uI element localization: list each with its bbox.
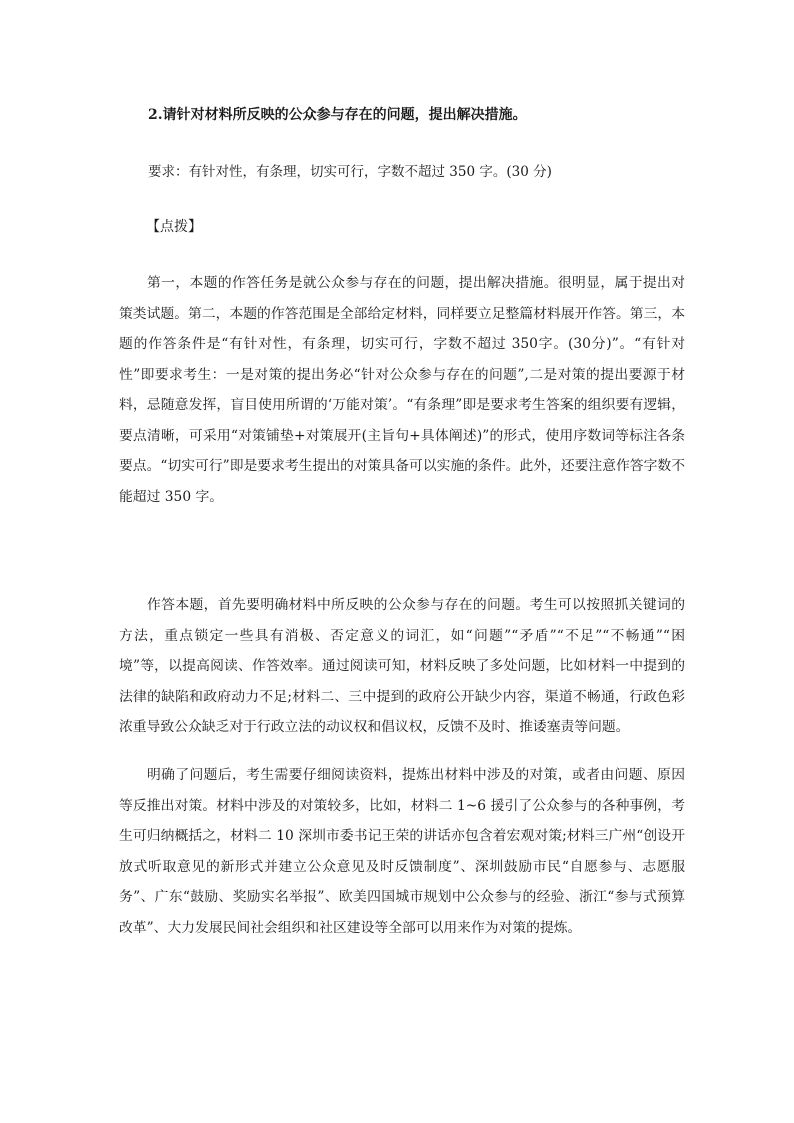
requirement-text: 要求：有针对性，有条理，切实可行，字数不超过 350 字。(30 分) [148,164,552,180]
paragraph-task-analysis: 第一，本题的作答任务是就公众参与存在的问题，提出解决措施。很明显，属于提出对策类试题。第二，本题的作答范围是全部给定材料，同样要立足整篇材料展开作答。第三，本题的作答条件是“有针对性，有条理，切实可行，字数不超过 350字。(30分)”。“有针对性”即要求考生：一是对策的提出务必“针对公众参与存在的问题”,二是对策的提出要源于材料，忌随意发挥，盲目使用所谓的‘万能对策’。“有条理”即是要求考生答案的组织要有逻辑，要点清晰，可采用“对策铺垫+对策展开(主旨句+具体阐述)”的形式，使用序数词等标注各条要点。“切实可行”即是要求考生提出的对策具备可以实施的条件。此外，还要注意作答字数不能超过 350 字。 [119,275,685,505]
question-heading: 2.请针对材料所反映的公众参与存在的问题，提出解决措施。 [148,107,527,123]
tip-label: 【点拨】 [146,219,202,235]
paragraph-problem-identification: 作答本题，首先要明确材料中所反映的公众参与存在的问题。考生可以按照抓关键词的方法，重点锁定一些具有消极、否定意义的词汇，如“问题”“矛盾”“不足”“不畅通”“困境”等，以提高阅读、作答效率。通过阅读可知，材料反映了多处问题，比如材料一中提到的法律的缺陷和政府动力不足;材料二、三中提到的政府公开缺少内容，渠道不畅通，行政色彩浓重导致公众缺乏对于行政立法的动议权和倡议权，反馈不及时、推诿塞责等问题。 [119,597,685,735]
paragraph-countermeasures: 明确了问题后，考生需要仔细阅读资料，提炼出材料中涉及的对策，或者由问题、原因等反推出对策。材料中涉及的对策较多，比如，材料二 1~6 援引了公众参与的各种事例，考生可归纳概括之，材料二 10 深圳市委书记王荣的讲话亦包含着宏观对策;材料三广州“创设开放式听取意见的新形式并建立公众意见及时反馈制度”、深圳鼓励市民“自愿参与、志愿服务”、广东“鼓励、奖励实名举报”、欧美四国城市规划中公众参与的经验、浙江“参与式预算改革”、大力发展民间社会组织和社区建设等全部可以用来作为对策的提炼。 [119,767,685,936]
